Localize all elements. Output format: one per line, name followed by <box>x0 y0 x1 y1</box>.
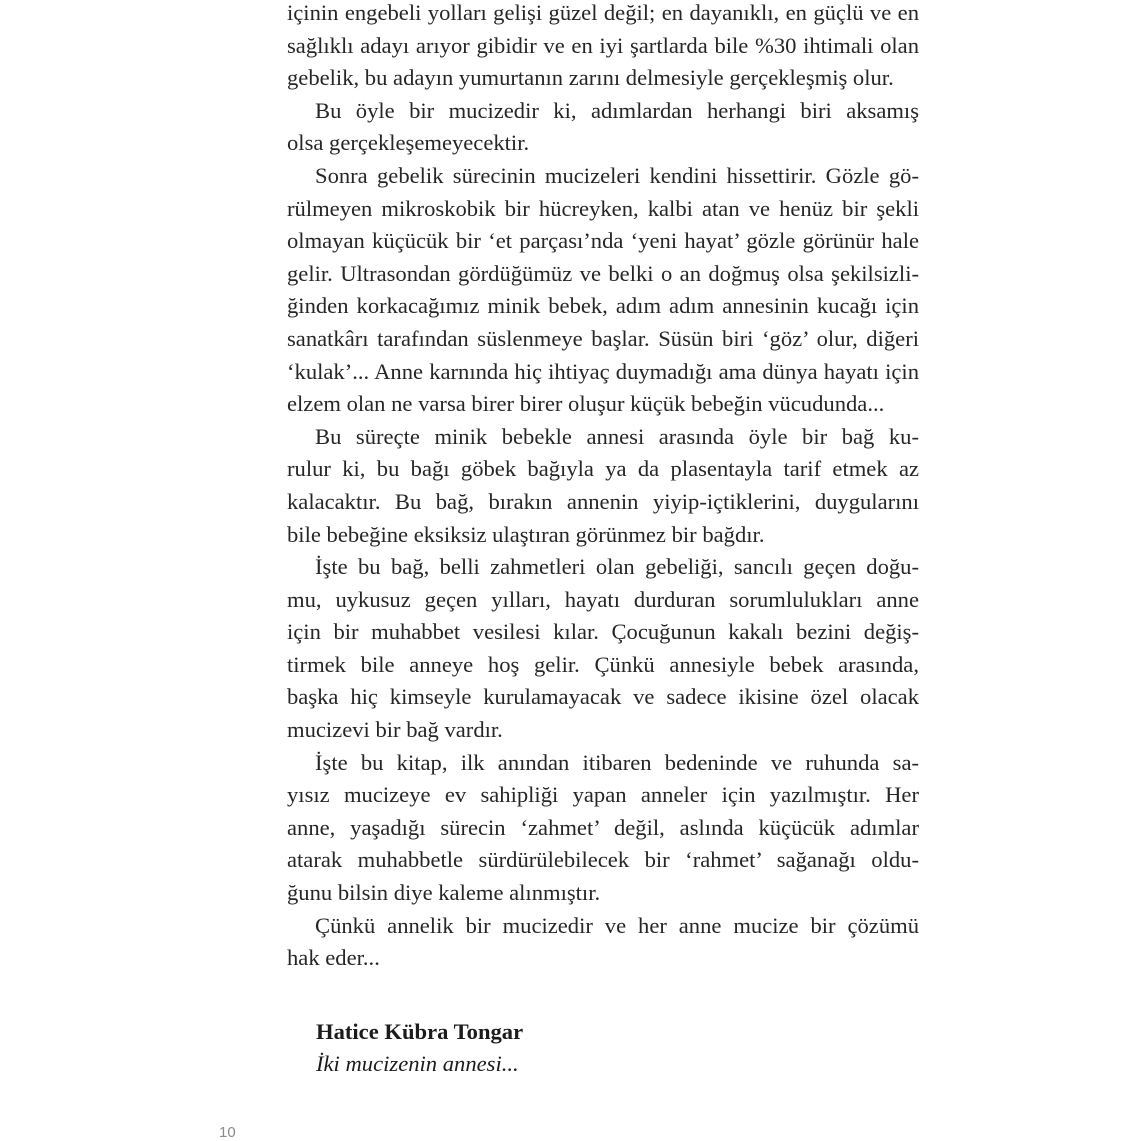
paragraph <box>287 910 919 975</box>
body-text <box>287 0 919 975</box>
text-line: içinin engebeli yolları gelişi güzel değil; en dayanıklı, en güçlü ve en <box>287 0 919 25</box>
text-line: hak eder... <box>287 945 380 971</box>
text-line: Çünkü annelik bir mucizedir ve her anne mucize bir çözümü <box>315 912 919 938</box>
text-line: ğunu bilsin diye kaleme alınmıştır. <box>287 880 601 906</box>
text-line: tirmek bile anneye hoş gelir. Çünkü annesiyle bebek arasında, <box>287 651 919 677</box>
text-line: gebelik, bu adayın yumurtanın zarını delmesiyle gerçekleşmiş olur. <box>287 65 894 91</box>
text-line: atarak muhabbetle sürdürülebilecek bir ‘rahmet’ sağanağı oldu- <box>287 847 919 873</box>
text-line: elzem olan ne varsa birer birer oluşur küçük bebeğin vücudunda... <box>287 391 885 417</box>
author-title: İki mucizenin annesi... <box>316 1051 519 1076</box>
text-line: gelir. Ultrasondan gördüğümüz ve belki o an doğmuş olsa şekilsizli- <box>287 260 919 286</box>
text-line: mu, uykusuz geçen yılları, hayatı durduran sorumlulukları anne <box>287 586 919 612</box>
text-line: için bir muhabbet vesilesi kılar. Çocuğunun kakalı bezini değiş- <box>287 619 919 645</box>
text-line: kalacaktır. Bu bağ, bırakın annenin yiyip-içtiklerini, duygularını <box>287 488 919 514</box>
text-line: mucizevi bir bağ vardır. <box>287 717 503 743</box>
text-line: anne, yaşadığı sürecin ‘zahmet’ değil, aslında küçücük adımlar <box>287 814 919 840</box>
text-line: ‘kulak’... Anne karnında hiç ihtiyaç duymadığı ama dünya hayatı için <box>287 358 919 384</box>
paragraph <box>287 747 919 910</box>
text-line: İşte bu bağ, belli zahmetleri olan gebeliği, sancılı geçen doğu- <box>315 554 919 580</box>
text-line: Bu süreçte minik bebekle annesi arasında öyle bir bağ ku- <box>315 423 919 449</box>
paragraph <box>287 421 919 551</box>
text-line: olsa gerçekleşemeyecektir. <box>287 130 530 156</box>
text-line: sağlıklı adayı arıyor gibidir ve en iyi şartlarda bile %30 ihtimali olan <box>287 32 919 58</box>
text-line: İşte bu kitap, ilk anından itibaren bedeninde ve ruhunda sa- <box>315 749 919 775</box>
text-line: yısız mucizeye ev sahipliği yapan anneler için yazılmıştır. Her <box>287 782 919 808</box>
text-line: sanatkârı tarafından süslenmeye başlar. Süsün biri ‘göz’ olur, diğeri <box>287 325 919 351</box>
author-name: Hatice Kübra Tongar <box>316 1019 524 1044</box>
paragraph <box>287 95 919 160</box>
text-line: ğinden korkacağımız minik bebek, adım adım annesinin kucağı için <box>287 293 919 319</box>
text-line: olmayan küçücük bir ‘et parçası’nda ‘yeni hayat’ gözle görünür hale <box>287 228 919 254</box>
text-line: Bu öyle bir mucizedir ki, adımlardan herhangi biri aksamış <box>315 97 919 123</box>
text-line: bile bebeğine eksiksiz ulaştıran görünmez bir bağdır. <box>287 521 765 547</box>
paragraph <box>287 551 919 747</box>
signature-block <box>316 1016 523 1080</box>
text-line: başka hiç kimseyle kurulamayacak ve sadece ikisine özel olacak <box>287 684 919 710</box>
paragraph <box>287 0 919 95</box>
page-number: 10 <box>219 1124 236 1141</box>
text-line: rülmeyen mikroskobik bir hücreyken, kalbi atan ve henüz bir şekli <box>287 195 919 221</box>
text-line: rulur ki, bu bağı göbek bağıyla ya da plasentayla tarif etmek az <box>287 456 919 482</box>
text-line: Sonra gebelik sürecinin mucizeleri kendini hissettirir. Gözle gö- <box>315 162 919 188</box>
paragraph <box>287 160 919 421</box>
